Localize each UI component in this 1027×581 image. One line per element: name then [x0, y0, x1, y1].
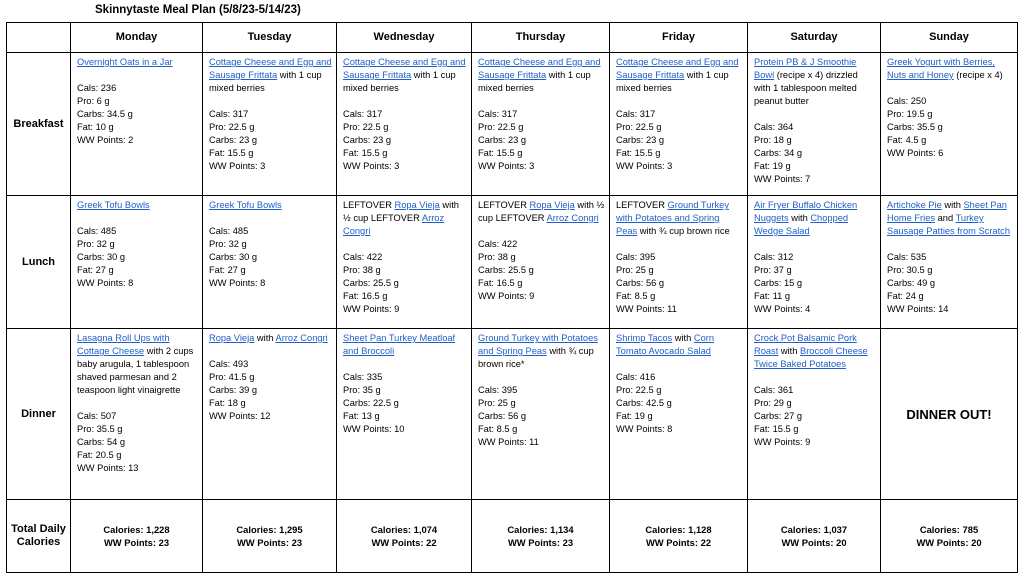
- nutrition-pro: Pro: 25 g: [478, 398, 516, 408]
- page-title: Skinnytaste Meal Plan (5/8/23-5/14/23): [95, 4, 301, 16]
- nutrition-carbs: Carbs: 39 g: [209, 385, 258, 395]
- dinner-cell: [610, 329, 748, 500]
- meal-description: [754, 332, 876, 371]
- nutrition-carbs: Carbs: 25.5 g: [478, 265, 534, 275]
- nutrition-ww: WW Points: 2: [77, 135, 134, 145]
- row-label-breakfast: Breakfast: [7, 53, 71, 196]
- meal-text: with: [941, 200, 964, 210]
- meal-text: LEFTOVER: [616, 200, 668, 210]
- meal-description: [209, 199, 332, 212]
- recipe-link[interactable]: Arroz Congri: [275, 333, 328, 343]
- total-row: [7, 500, 1018, 573]
- nutrition-fat: Fat: 10 g: [77, 122, 114, 132]
- meal-text: with 1 cup mixed berries: [209, 70, 322, 93]
- nutrition-ww: WW Points: 4: [754, 304, 811, 314]
- meal-text: with: [778, 346, 800, 356]
- nutrition-cals: Cals: 317: [343, 109, 383, 119]
- lunch-cell: [203, 196, 337, 329]
- recipe-link[interactable]: Ground Turkey with Potatoes and Spring Peas: [478, 333, 598, 356]
- nutrition-cals: Cals: 422: [478, 239, 518, 249]
- nutrition-carbs: Carbs: 27 g: [754, 411, 803, 421]
- lunch-cell: [748, 196, 881, 329]
- recipe-link[interactable]: Crock Pot Balsamic Pork Roast: [754, 333, 857, 356]
- nutrition-fat: Fat: 27 g: [209, 265, 246, 275]
- recipe-link[interactable]: Turkey Sausage Patties from Scratch: [887, 213, 1010, 236]
- recipe-link[interactable]: Cottage Cheese and Egg and Sausage Frittata: [478, 57, 601, 80]
- nutrition-pro: Pro: 22.5 g: [209, 122, 255, 132]
- total-cell: [71, 500, 203, 573]
- dinner-row: [7, 329, 1018, 500]
- nutrition-ww: WW Points: 9: [754, 437, 811, 447]
- nutrition-carbs: Carbs: 56 g: [616, 278, 665, 288]
- nutrition-cals: Cals: 312: [754, 252, 794, 262]
- nutrition-cals: Cals: 317: [616, 109, 656, 119]
- meal-text: and: [935, 213, 956, 223]
- nutrition-fat: Fat: 19 g: [616, 411, 653, 421]
- nutrition-cals: Cals: 416: [616, 372, 656, 382]
- breakfast-cell: [610, 53, 748, 196]
- nutrition-ww: WW Points: 14: [887, 304, 949, 314]
- nutrition-ww: WW Points: 8: [616, 424, 673, 434]
- nutrition-fat: Fat: 15.5 g: [616, 148, 661, 158]
- row-label-total: Total Daily Calories: [7, 500, 71, 573]
- meal-entry: [71, 329, 202, 477]
- nutrition-ww: WW Points: 6: [887, 148, 944, 158]
- meal-description: [343, 56, 467, 95]
- total-ww-points: WW Points: 20: [781, 537, 847, 548]
- meal-text: with ¾ cup brown rice: [637, 226, 730, 236]
- nutrition-pro: Pro: 29 g: [754, 398, 792, 408]
- meal-entry: [337, 53, 471, 175]
- nutrition-pro: Pro: 30.5 g: [887, 265, 933, 275]
- meal-description: [478, 199, 605, 225]
- recipe-link[interactable]: Cottage Cheese and Egg and Sausage Frittata: [209, 57, 332, 80]
- recipe-link[interactable]: Protein PB & J Smoothie Bowl: [754, 57, 857, 80]
- total-ww-points: WW Points: 23: [507, 537, 574, 548]
- meal-text: with: [254, 333, 276, 343]
- nutrition-pro: Pro: 37 g: [754, 265, 792, 275]
- meal-description: [209, 332, 332, 345]
- nutrition-pro: Pro: 6 g: [77, 96, 110, 106]
- meal-description: [616, 332, 743, 358]
- nutrition-cals: Cals: 485: [77, 226, 117, 236]
- nutrition-fat: Fat: 16.5 g: [478, 278, 523, 288]
- dinner-cell: [472, 329, 610, 500]
- meal-plan-table: [6, 22, 1018, 573]
- nutrition-cals: Cals: 236: [77, 83, 117, 93]
- day-header: Friday: [610, 23, 748, 53]
- nutrition-fat: Fat: 24 g: [887, 291, 924, 301]
- meal-entry: [203, 53, 336, 175]
- row-label-dinner: Dinner: [7, 329, 71, 500]
- total-ww-points: WW Points: 22: [371, 537, 437, 548]
- total-ww-points: WW Points: 23: [103, 537, 170, 548]
- total-ww-points: WW Points: 23: [236, 537, 303, 548]
- recipe-link[interactable]: Chopped Wedge Salad: [754, 213, 849, 236]
- nutrition-carbs: Carbs: 30 g: [77, 252, 126, 262]
- day-header: Wednesday: [337, 23, 472, 53]
- nutrition-carbs: Carbs: 30 g: [209, 252, 258, 262]
- total-cell: [472, 500, 610, 573]
- nutrition-pro: Pro: 18 g: [754, 135, 792, 145]
- row-label-lunch: Lunch: [7, 196, 71, 329]
- meal-entry: [881, 53, 1017, 162]
- nutrition-pro: Pro: 32 g: [77, 239, 115, 249]
- nutrition-ww: WW Points: 11: [478, 437, 539, 447]
- meal-entry: [337, 196, 471, 318]
- nutrition-cals: Cals: 361: [754, 385, 794, 395]
- nutrition-ww: WW Points: 8: [209, 278, 266, 288]
- meal-description: [478, 56, 605, 95]
- nutrition-cals: Cals: 364: [754, 122, 794, 132]
- total-cell: [748, 500, 881, 573]
- meal-entry: [71, 53, 202, 149]
- nutrition-cals: Cals: 317: [478, 109, 518, 119]
- meal-description: [887, 199, 1013, 238]
- nutrition-ww: WW Points: 8: [77, 278, 134, 288]
- nutrition-pro: Pro: 38 g: [343, 265, 381, 275]
- breakfast-cell: [472, 53, 610, 196]
- recipe-link[interactable]: Broccoli Cheese Twice Baked Potatoes: [754, 346, 868, 369]
- dinner-cell: [203, 329, 337, 500]
- recipe-link[interactable]: Artichoke Pie: [887, 200, 942, 210]
- nutrition-cals: Cals: 493: [209, 359, 249, 369]
- recipe-link[interactable]: Sheet Pan Home Fries: [887, 200, 1007, 223]
- total-cell: [881, 500, 1018, 573]
- nutrition-cals: Cals: 535: [887, 252, 927, 262]
- breakfast-cell: [748, 53, 881, 196]
- recipe-link[interactable]: Ground Turkey with Potatoes and Spring Peas: [616, 200, 729, 236]
- corner-cell: [7, 23, 71, 53]
- meal-entry: [748, 196, 880, 318]
- recipe-link[interactable]: Cottage Cheese and Egg and Sausage Frittata: [616, 57, 739, 80]
- nutrition-ww: WW Points: 9: [478, 291, 535, 301]
- nutrition-ww: WW Points: 3: [616, 161, 673, 171]
- meal-text: (recipe x 4): [953, 70, 1003, 80]
- nutrition-pro: Pro: 19.5 g: [887, 109, 933, 119]
- recipe-link[interactable]: Greek Tofu Bowls: [77, 200, 150, 210]
- meal-description: [343, 332, 467, 358]
- recipe-link[interactable]: Overnight Oats in a Jar: [77, 57, 173, 67]
- nutrition-ww: WW Points: 10: [343, 424, 405, 434]
- total-calories: Calories: 1,037: [780, 524, 848, 535]
- recipe-link[interactable]: Air Fryer Buffalo Chicken Nuggets: [754, 200, 858, 223]
- dinner-cell: [71, 329, 203, 500]
- nutrition-cals: Cals: 395: [616, 252, 656, 262]
- total-ww-points: WW Points: 22: [645, 537, 712, 548]
- nutrition-pro: Pro: 25 g: [616, 265, 654, 275]
- breakfast-cell: [203, 53, 337, 196]
- total-calories: Calories: 1,134: [507, 524, 574, 535]
- meal-text: with: [672, 333, 694, 343]
- recipe-link[interactable]: Cottage Cheese and Egg and Sausage Frittata: [343, 57, 466, 80]
- nutrition-carbs: Carbs: 23 g: [616, 135, 665, 145]
- recipe-link[interactable]: Greek Tofu Bowls: [209, 200, 282, 210]
- recipe-link[interactable]: Sheet Pan Turkey Meatloaf and Broccoli: [343, 333, 456, 356]
- total-calories: Calories: 1,295: [236, 524, 303, 535]
- day-header: Monday: [71, 23, 203, 53]
- total-calories: Calories: 785: [919, 524, 979, 535]
- meal-description: [887, 56, 1013, 82]
- meal-text: LEFTOVER: [343, 200, 395, 210]
- meal-description: [77, 199, 198, 212]
- breakfast-row: [7, 53, 1018, 196]
- breakfast-cell: [337, 53, 472, 196]
- meal-entry: [881, 196, 1017, 318]
- nutrition-ww: WW Points: 11: [616, 304, 677, 314]
- meal-entry: [610, 329, 747, 438]
- recipe-link[interactable]: Greek Yogurt with Berries, Nuts and Honey: [887, 57, 995, 80]
- nutrition-pro: Pro: 32 g: [209, 239, 247, 249]
- meal-text: with 2 cups baby arugula, 1 tablespoon shaved parmesan and 2 teaspoon light vinaigrette: [77, 346, 194, 395]
- day-header: Thursday: [472, 23, 610, 53]
- nutrition-carbs: Carbs: 54 g: [77, 437, 126, 447]
- dinner-cell: [748, 329, 881, 500]
- nutrition-cals: Cals: 485: [209, 226, 249, 236]
- nutrition-fat: Fat: 18 g: [209, 398, 246, 408]
- recipe-link[interactable]: Arroz Congri: [546, 213, 599, 223]
- nutrition-carbs: Carbs: 34 g: [754, 148, 803, 158]
- meal-description: [754, 56, 876, 108]
- total-cell: [203, 500, 337, 573]
- breakfast-cell: [71, 53, 203, 196]
- recipe-link[interactable]: Corn Tomato Avocado Salad: [616, 333, 715, 356]
- nutrition-carbs: Carbs: 25.5 g: [343, 278, 399, 288]
- breakfast-cell: [881, 53, 1018, 196]
- meal-entry: [472, 196, 609, 305]
- lunch-row: [7, 196, 1018, 329]
- nutrition-ww: WW Points: 7: [754, 174, 811, 184]
- meal-entry: [748, 53, 880, 188]
- nutrition-fat: Fat: 20.5 g: [77, 450, 122, 460]
- meal-entry: [71, 196, 202, 292]
- dinner-cell: [337, 329, 472, 500]
- nutrition-pro: Pro: 22.5 g: [616, 385, 662, 395]
- header-row: [7, 23, 1018, 53]
- total-cell: [610, 500, 748, 573]
- nutrition-pro: Pro: 35.5 g: [77, 424, 123, 434]
- recipe-link[interactable]: Lasagna Roll Ups with Cottage Cheese: [77, 333, 170, 356]
- lunch-cell: [472, 196, 610, 329]
- nutrition-ww: WW Points: 12: [209, 411, 271, 421]
- nutrition-carbs: Carbs: 49 g: [887, 278, 936, 288]
- recipe-link[interactable]: Arroz Congri: [343, 213, 445, 236]
- total-calories: Calories: 1,128: [645, 524, 712, 535]
- nutrition-carbs: Carbs: 15 g: [754, 278, 803, 288]
- meal-text: with 1 cup mixed berries: [616, 70, 729, 93]
- meal-description: [209, 56, 332, 95]
- lunch-cell: [337, 196, 472, 329]
- meal-description: [343, 199, 467, 238]
- total-calories: Calories: 1,074: [370, 524, 438, 535]
- lunch-cell: [610, 196, 748, 329]
- nutrition-fat: Fat: 13 g: [343, 411, 380, 421]
- nutrition-carbs: Carbs: 35.5 g: [887, 122, 943, 132]
- nutrition-cals: Cals: 317: [209, 109, 249, 119]
- nutrition-fat: Fat: 27 g: [77, 265, 114, 275]
- total-cell: [337, 500, 472, 573]
- nutrition-fat: Fat: 19 g: [754, 161, 791, 171]
- nutrition-pro: Pro: 38 g: [478, 252, 516, 262]
- nutrition-ww: WW Points: 3: [478, 161, 535, 171]
- day-header: Tuesday: [203, 23, 337, 53]
- recipe-link[interactable]: Ropa Vieja: [529, 200, 575, 210]
- nutrition-cals: Cals: 335: [343, 372, 383, 382]
- meal-entry: [472, 329, 609, 451]
- meal-entry: [610, 53, 747, 175]
- lunch-cell: [71, 196, 203, 329]
- meal-description: [478, 332, 605, 371]
- nutrition-carbs: Carbs: 23 g: [478, 135, 527, 145]
- nutrition-ww: WW Points: 3: [343, 161, 400, 171]
- recipe-link[interactable]: Ropa Vieja: [394, 200, 440, 210]
- nutrition-fat: Fat: 16.5 g: [343, 291, 388, 301]
- recipe-link[interactable]: Ropa Vieja: [209, 333, 255, 343]
- meal-entry: [203, 196, 336, 292]
- nutrition-pro: Pro: 35 g: [343, 385, 381, 395]
- meal-description: [616, 199, 743, 238]
- lunch-cell: [881, 196, 1018, 329]
- nutrition-carbs: Carbs: 56 g: [478, 411, 527, 421]
- dinner-out-cell: DINNER OUT!: [881, 329, 1018, 500]
- meal-entry: [337, 329, 471, 438]
- meal-description: [754, 199, 876, 238]
- nutrition-carbs: Carbs: 42.5 g: [616, 398, 672, 408]
- nutrition-ww: WW Points: 9: [343, 304, 400, 314]
- nutrition-cals: Cals: 422: [343, 252, 383, 262]
- nutrition-fat: Fat: 4.5 g: [887, 135, 927, 145]
- meal-description: [77, 332, 198, 397]
- day-header: Saturday: [748, 23, 881, 53]
- meal-text: with ½ cup LEFTOVER: [478, 200, 605, 223]
- nutrition-cals: Cals: 250: [887, 96, 927, 106]
- nutrition-fat: Fat: 15.5 g: [209, 148, 254, 158]
- nutrition-pro: Pro: 41.5 g: [209, 372, 255, 382]
- meal-entry: [610, 196, 747, 318]
- nutrition-fat: Fat: 15.5 g: [478, 148, 523, 158]
- nutrition-fat: Fat: 11 g: [754, 291, 791, 301]
- nutrition-ww: WW Points: 13: [77, 463, 139, 473]
- nutrition-pro: Pro: 22.5 g: [478, 122, 524, 132]
- nutrition-fat: Fat: 8.5 g: [478, 424, 518, 434]
- nutrition-carbs: Carbs: 23 g: [209, 135, 258, 145]
- meal-entry: [748, 329, 880, 451]
- meal-text: (recipe x 4) drizzled with 1 tablespoon melted peanut butter: [754, 70, 858, 106]
- nutrition-ww: WW Points: 3: [209, 161, 266, 171]
- nutrition-fat: Fat: 15.5 g: [343, 148, 388, 158]
- nutrition-cals: Cals: 507: [77, 411, 117, 421]
- nutrition-carbs: Carbs: 22.5 g: [343, 398, 399, 408]
- nutrition-fat: Fat: 8.5 g: [616, 291, 656, 301]
- meal-text: with 1 cup mixed berries: [343, 70, 456, 93]
- nutrition-cals: Cals: 395: [478, 385, 518, 395]
- total-ww-points: WW Points: 20: [916, 537, 982, 548]
- meal-text: with ½ cup LEFTOVER: [343, 200, 459, 223]
- meal-entry: [203, 329, 336, 425]
- meal-text: with: [788, 213, 811, 223]
- meal-description: [616, 56, 743, 95]
- meal-description: [77, 56, 198, 69]
- nutrition-fat: Fat: 15.5 g: [754, 424, 799, 434]
- meal-text: with ¾ cup brown rice*: [478, 346, 594, 369]
- meal-entry: [472, 53, 609, 175]
- meal-text: LEFTOVER: [478, 200, 530, 210]
- nutrition-carbs: Carbs: 34.5 g: [77, 109, 133, 119]
- nutrition-pro: Pro: 22.5 g: [343, 122, 389, 132]
- recipe-link[interactable]: Shrimp Tacos: [616, 333, 673, 343]
- meal-text: with 1 cup mixed berries: [478, 70, 591, 93]
- nutrition-pro: Pro: 22.5 g: [616, 122, 662, 132]
- total-calories: Calories: 1,228: [103, 524, 170, 535]
- nutrition-carbs: Carbs: 23 g: [343, 135, 392, 145]
- day-header: Sunday: [881, 23, 1018, 53]
